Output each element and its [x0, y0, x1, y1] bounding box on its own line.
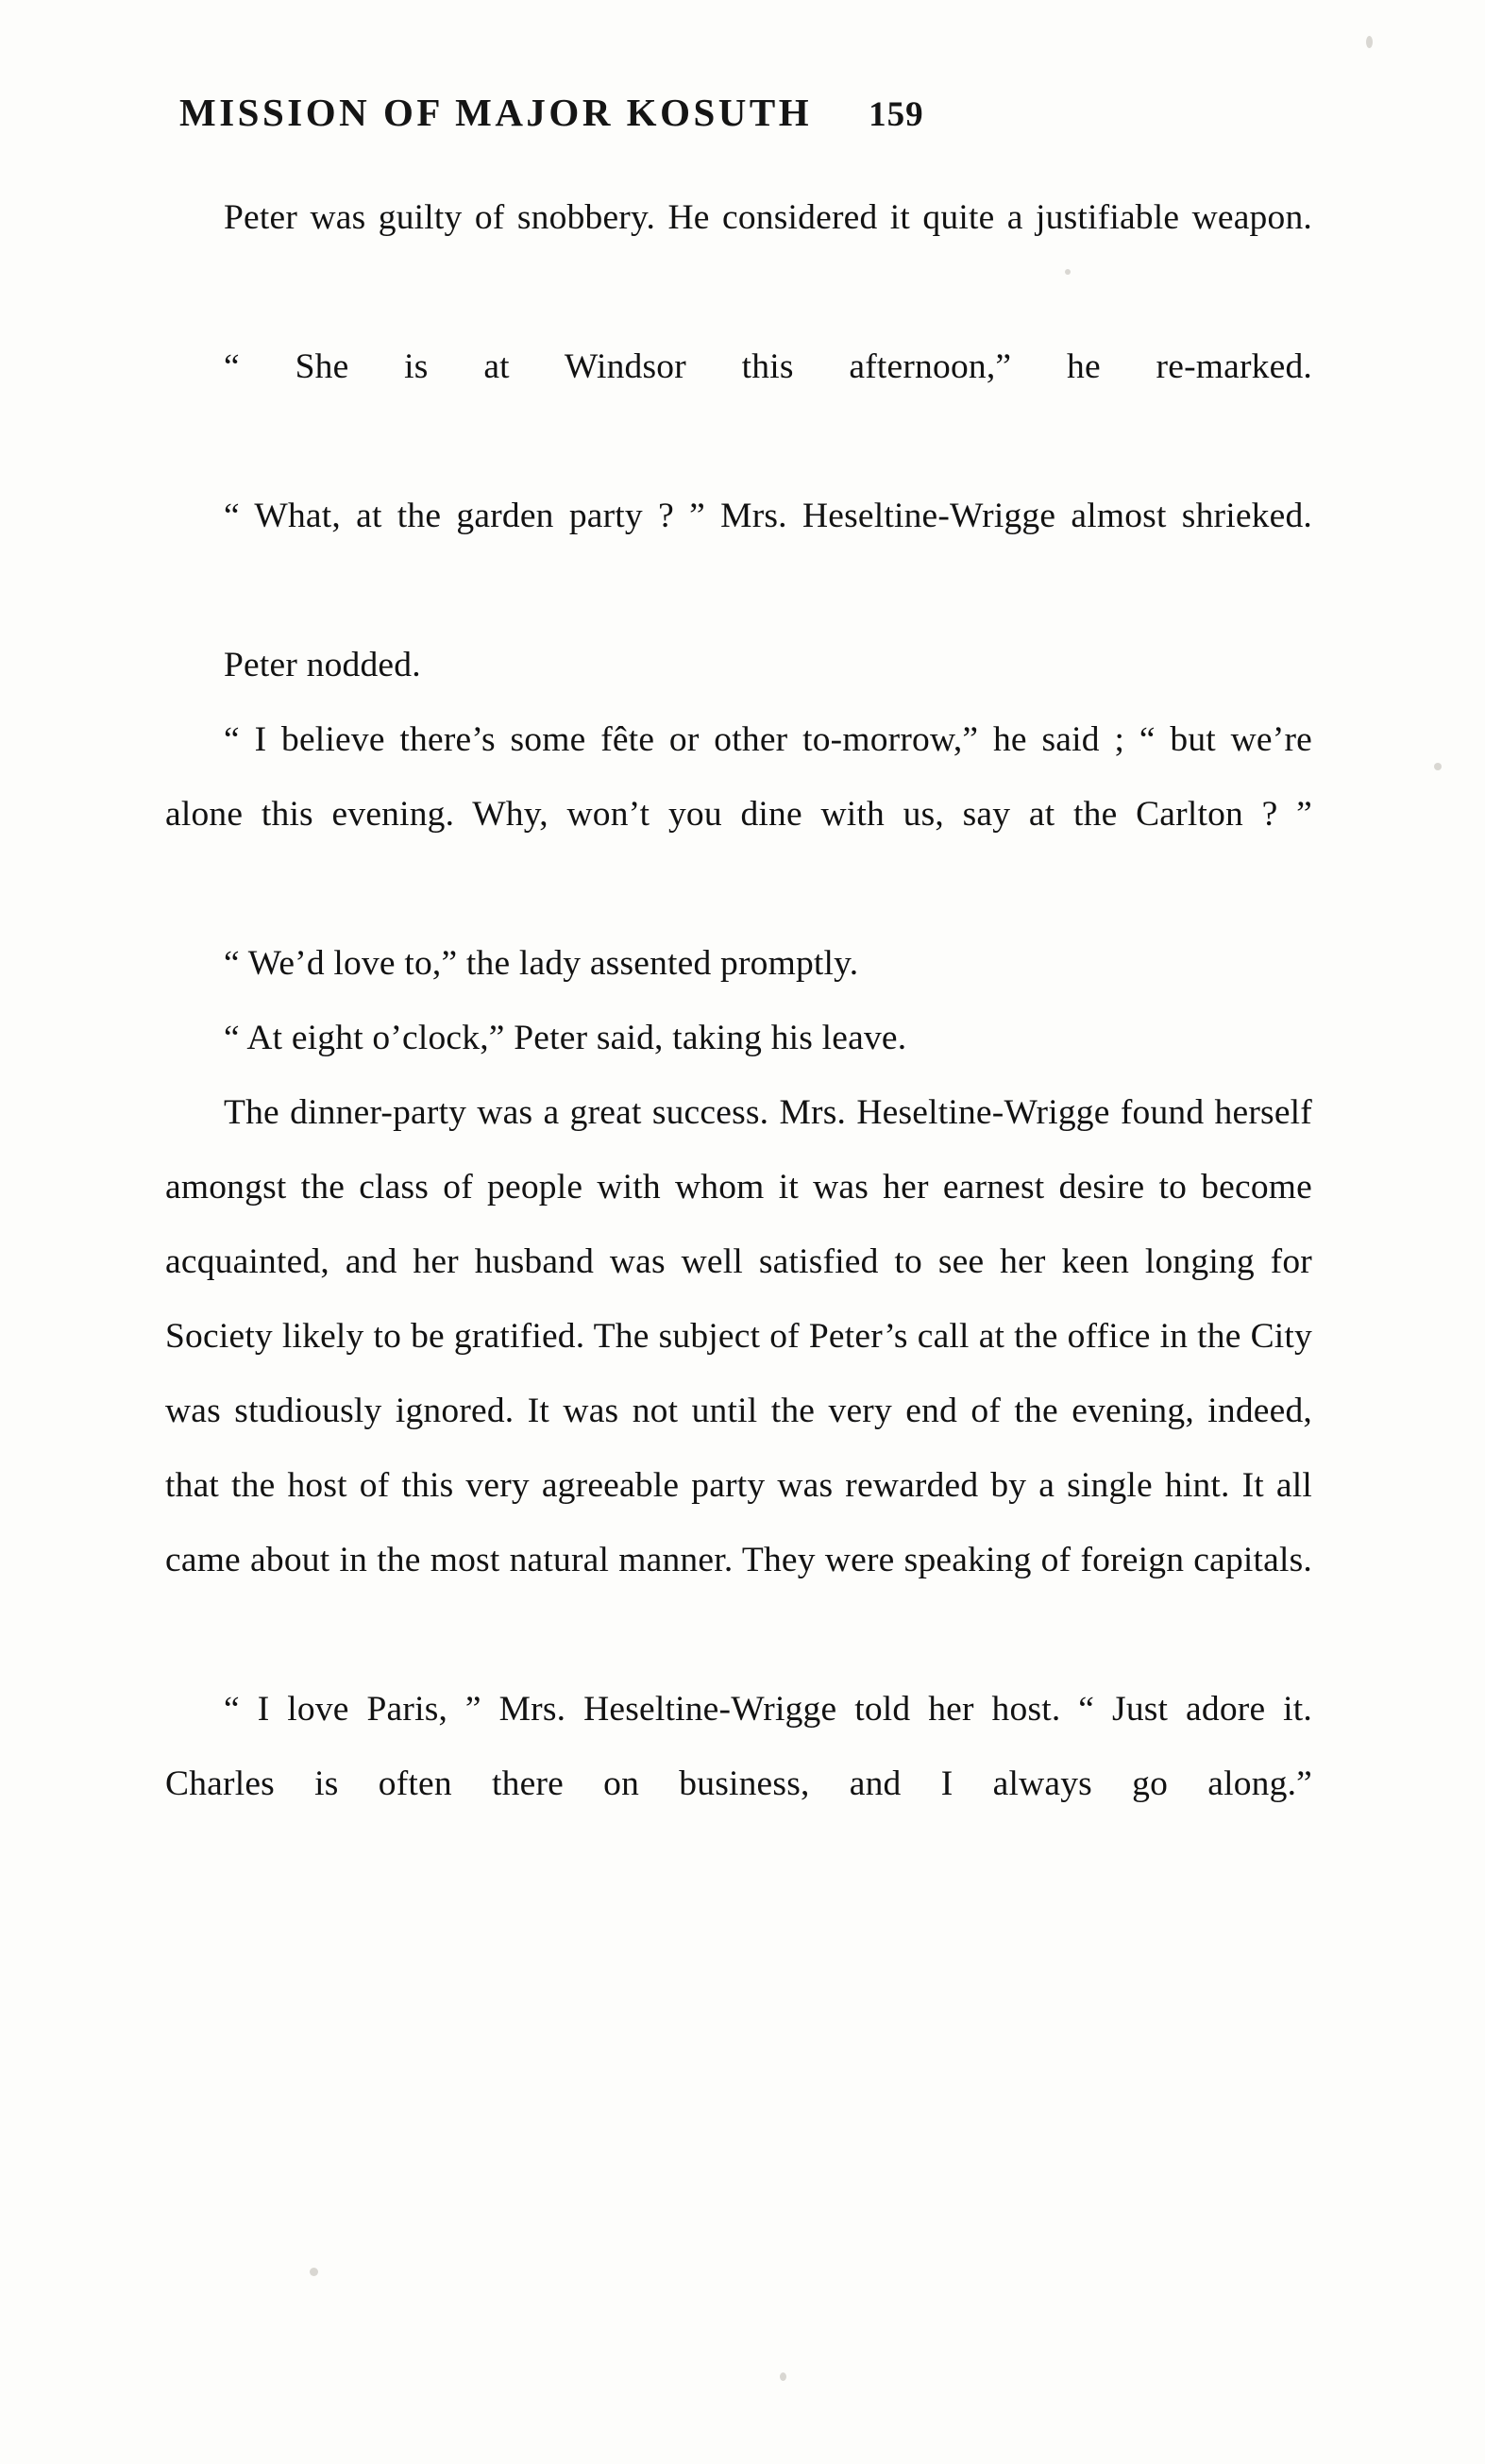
paragraph: “ What, at the garden party ? ” Mrs. Heseltine-Wrigge almost shrieked. — [224, 497, 1312, 535]
paper-speck — [1366, 36, 1373, 48]
paragraph: “ I love Paris, ” Mrs. Heseltine-Wrigge told her host. “ Just adore it. Charles is often there on business, and I always go along.” — [165, 1690, 1312, 1803]
paragraph: Peter nodded. — [224, 646, 421, 684]
paragraph: Peter was guilty of snobbery. He considered it quite a justifiable weapon. — [224, 198, 1312, 237]
running-head — [179, 90, 1312, 135]
paragraph: “ I believe there’s some fête or other to-morrow,” he said ; “ but we’re alone this evening. Why, won’t you dine with us, say at the Carlton ? ” — [165, 720, 1312, 834]
paragraph: “ She is at Windsor this afternoon,” he re-marked. — [224, 347, 1312, 386]
paper-speck — [780, 2372, 786, 2381]
paragraph: The dinner-party was a great success. Mrs. Heseltine-Wrigge found herself amongst the class of people with whom it was her earnest desire to become acquainted, and her husband was well satisfied to see her keen longing for Society likely to be gratified. The subject of Peter’s call at the office in the City was studiously ignored. It was not until the very end of the evening, indeed, that the host of this very agreeable party was rewarded by a single hint. It all came about in the most natural manner. They were speaking of foreign capitals. — [165, 1093, 1312, 1579]
paragraph: “ We’d love to,” the lady assented promptly. — [224, 944, 859, 983]
paper-speck — [1434, 763, 1442, 770]
paper-speck — [310, 2268, 318, 2276]
page-content — [165, 90, 1312, 1896]
paragraph: “ At eight o’clock,” Peter said, taking his leave. — [224, 1019, 907, 1057]
body-text — [165, 180, 1312, 1896]
running-head-title: MISSION OF MAJOR KOSUTH — [179, 91, 813, 134]
page-number: 159 — [869, 95, 924, 134]
